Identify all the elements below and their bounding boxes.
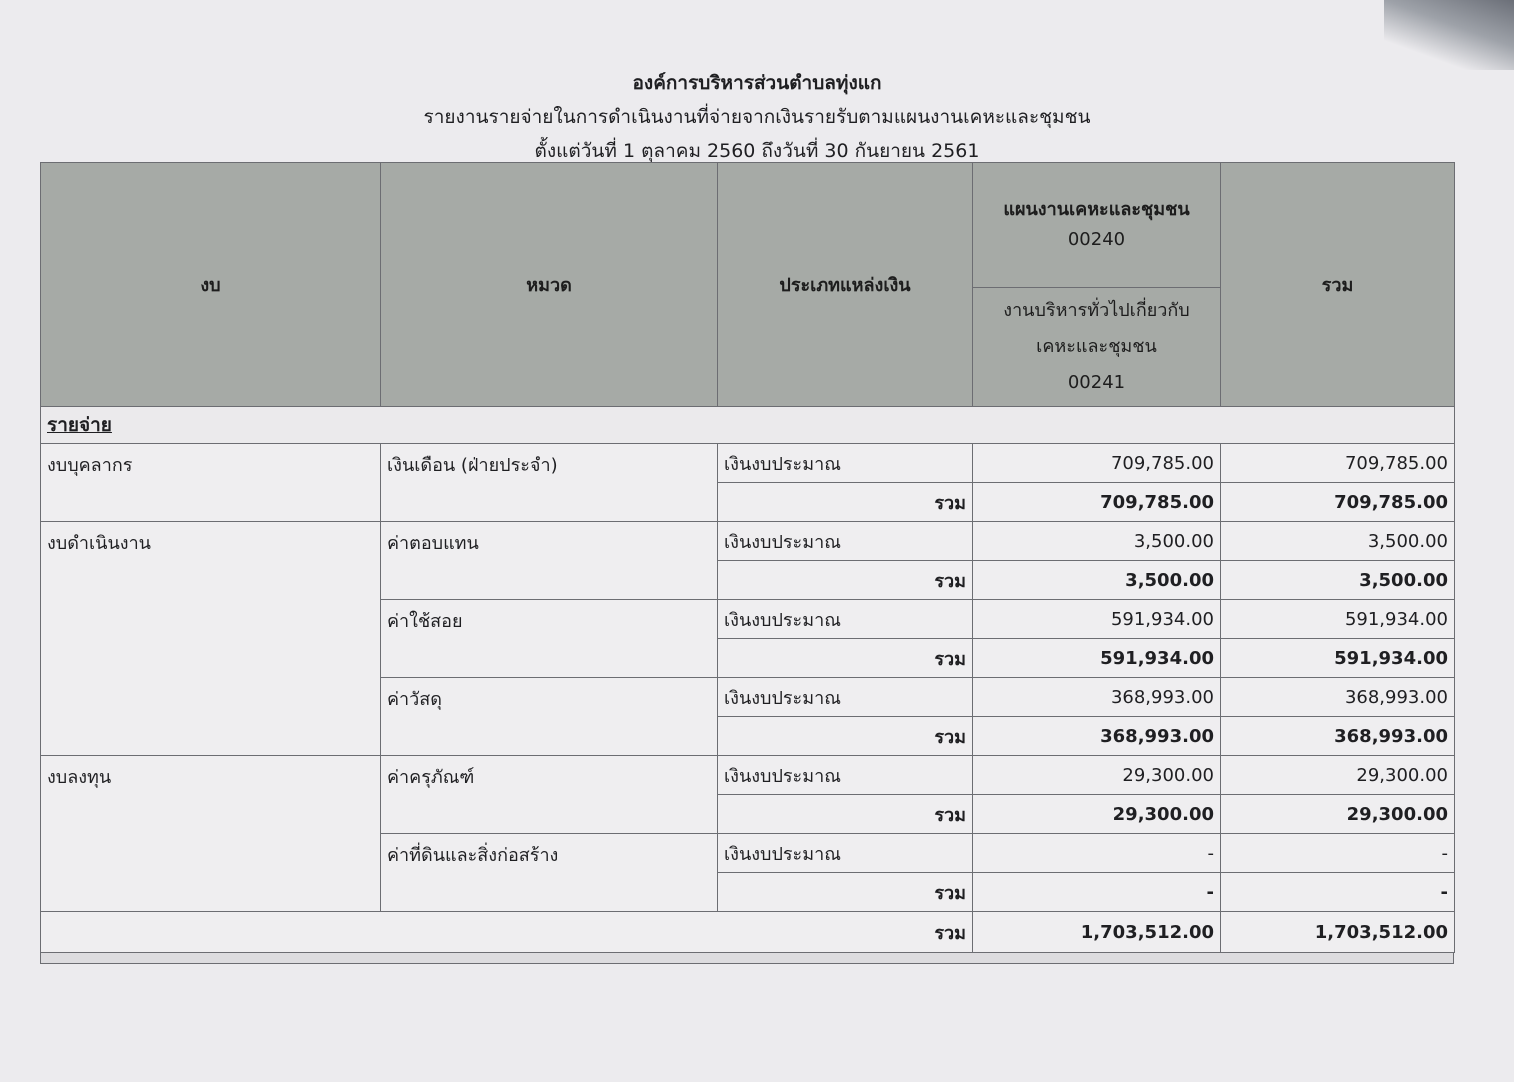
budget-cell: งบบุคลากร	[41, 444, 381, 522]
table-row	[41, 444, 1455, 483]
subtotal-value: 368,993.00	[973, 717, 1221, 756]
source-cell: เงินงบประมาณ	[718, 600, 973, 639]
subtotal-label: รวม	[718, 639, 973, 678]
work-code: 00241	[1067, 372, 1126, 393]
category-cell: ค่าตอบแทน	[381, 522, 718, 600]
value-cell: 29,300.00	[973, 756, 1221, 795]
work-name-line1: งานบริหารทั่วไปเกี่ยวกับ	[1003, 300, 1190, 321]
report-title: รายงานรายจ่ายในการดำเนินงานที่จ่ายจากเงินรายรับตามแผนงานเคหะและชุมชน	[423, 106, 1091, 128]
section-label: รายจ่าย	[47, 414, 112, 436]
source-cell: เงินงบประมาณ	[718, 834, 973, 873]
budget-cell: งบลงทุน	[41, 756, 381, 912]
subtotal-value: 709,785.00	[973, 483, 1221, 522]
org-title: องค์การบริหารส่วนตำบลทุ่งแก	[632, 72, 882, 94]
subtotal-label: รวม	[718, 483, 973, 522]
category-cell: ค่าใช้สอย	[381, 600, 718, 678]
subtotal-value: -	[973, 873, 1221, 912]
category-cell: ค่าครุภัณฑ์	[381, 756, 718, 834]
grand-total-label: รวม	[41, 912, 973, 953]
value-cell: 591,934.00	[973, 600, 1221, 639]
total-cell: 709,785.00	[1221, 444, 1455, 483]
col-category-header: หมวด	[381, 163, 718, 407]
total-cell: 591,934.00	[1221, 600, 1455, 639]
category-cell: ค่าที่ดินและสิ่งก่อสร้าง	[381, 834, 718, 912]
subtotal-total: 591,934.00	[1221, 639, 1455, 678]
budget-cell: งบดำเนินงาน	[41, 522, 381, 756]
col-plan-header	[973, 163, 1221, 288]
total-cell: -	[1221, 834, 1455, 873]
subtotal-total: 368,993.00	[1221, 717, 1455, 756]
total-cell: 3,500.00	[1221, 522, 1455, 561]
table-row	[41, 522, 1455, 561]
grand-total-total: 1,703,512.00	[1221, 912, 1455, 953]
subtotal-label: รวม	[718, 873, 973, 912]
subtotal-total: 29,300.00	[1221, 795, 1455, 834]
value-cell: 3,500.00	[973, 522, 1221, 561]
report-period: ตั้งแต่วันที่ 1 ตุลาคม 2560 ถึงวันที่ 30 กันยายน 2561	[534, 140, 980, 162]
grand-total-row	[41, 912, 1455, 953]
subtotal-label: รวม	[718, 795, 973, 834]
value-cell: 709,785.00	[973, 444, 1221, 483]
source-cell: เงินงบประมาณ	[718, 678, 973, 717]
section-cell	[41, 407, 1455, 444]
subtotal-label: รวม	[718, 717, 973, 756]
subtotal-value: 29,300.00	[973, 795, 1221, 834]
col-source-header: ประเภทแหล่งเงิน	[718, 163, 973, 407]
subtotal-total: 3,500.00	[1221, 561, 1455, 600]
table-bottom-strip	[40, 953, 1454, 964]
col-total-header: รวม	[1221, 163, 1455, 407]
subtotal-total: 709,785.00	[1221, 483, 1455, 522]
source-cell: เงินงบประมาณ	[718, 522, 973, 561]
source-cell: เงินงบประมาณ	[718, 756, 973, 795]
expense-report-table	[40, 162, 1454, 964]
total-cell: 368,993.00	[1221, 678, 1455, 717]
col-work-header	[973, 288, 1221, 407]
subtotal-value: 3,500.00	[973, 561, 1221, 600]
subtotal-total: -	[1221, 873, 1455, 912]
category-cell: ค่าวัสดุ	[381, 678, 718, 756]
value-cell: -	[973, 834, 1221, 873]
table-row	[41, 756, 1455, 795]
subtotal-label: รวม	[718, 561, 973, 600]
paper-fold-shadow	[1384, 0, 1514, 70]
plan-code: 00240	[1067, 229, 1126, 250]
grand-total-value: 1,703,512.00	[973, 912, 1221, 953]
value-cell: 368,993.00	[973, 678, 1221, 717]
report-header	[0, 66, 1514, 168]
category-cell: เงินเดือน (ฝ่ายประจำ)	[381, 444, 718, 522]
plan-name: แผนงานเคหะและชุมชน	[1003, 199, 1190, 220]
col-budget-header: งบ	[41, 163, 381, 407]
total-cell: 29,300.00	[1221, 756, 1455, 795]
work-name-line2: เคหะและชุมชน	[1036, 336, 1157, 357]
subtotal-value: 591,934.00	[973, 639, 1221, 678]
source-cell: เงินงบประมาณ	[718, 444, 973, 483]
